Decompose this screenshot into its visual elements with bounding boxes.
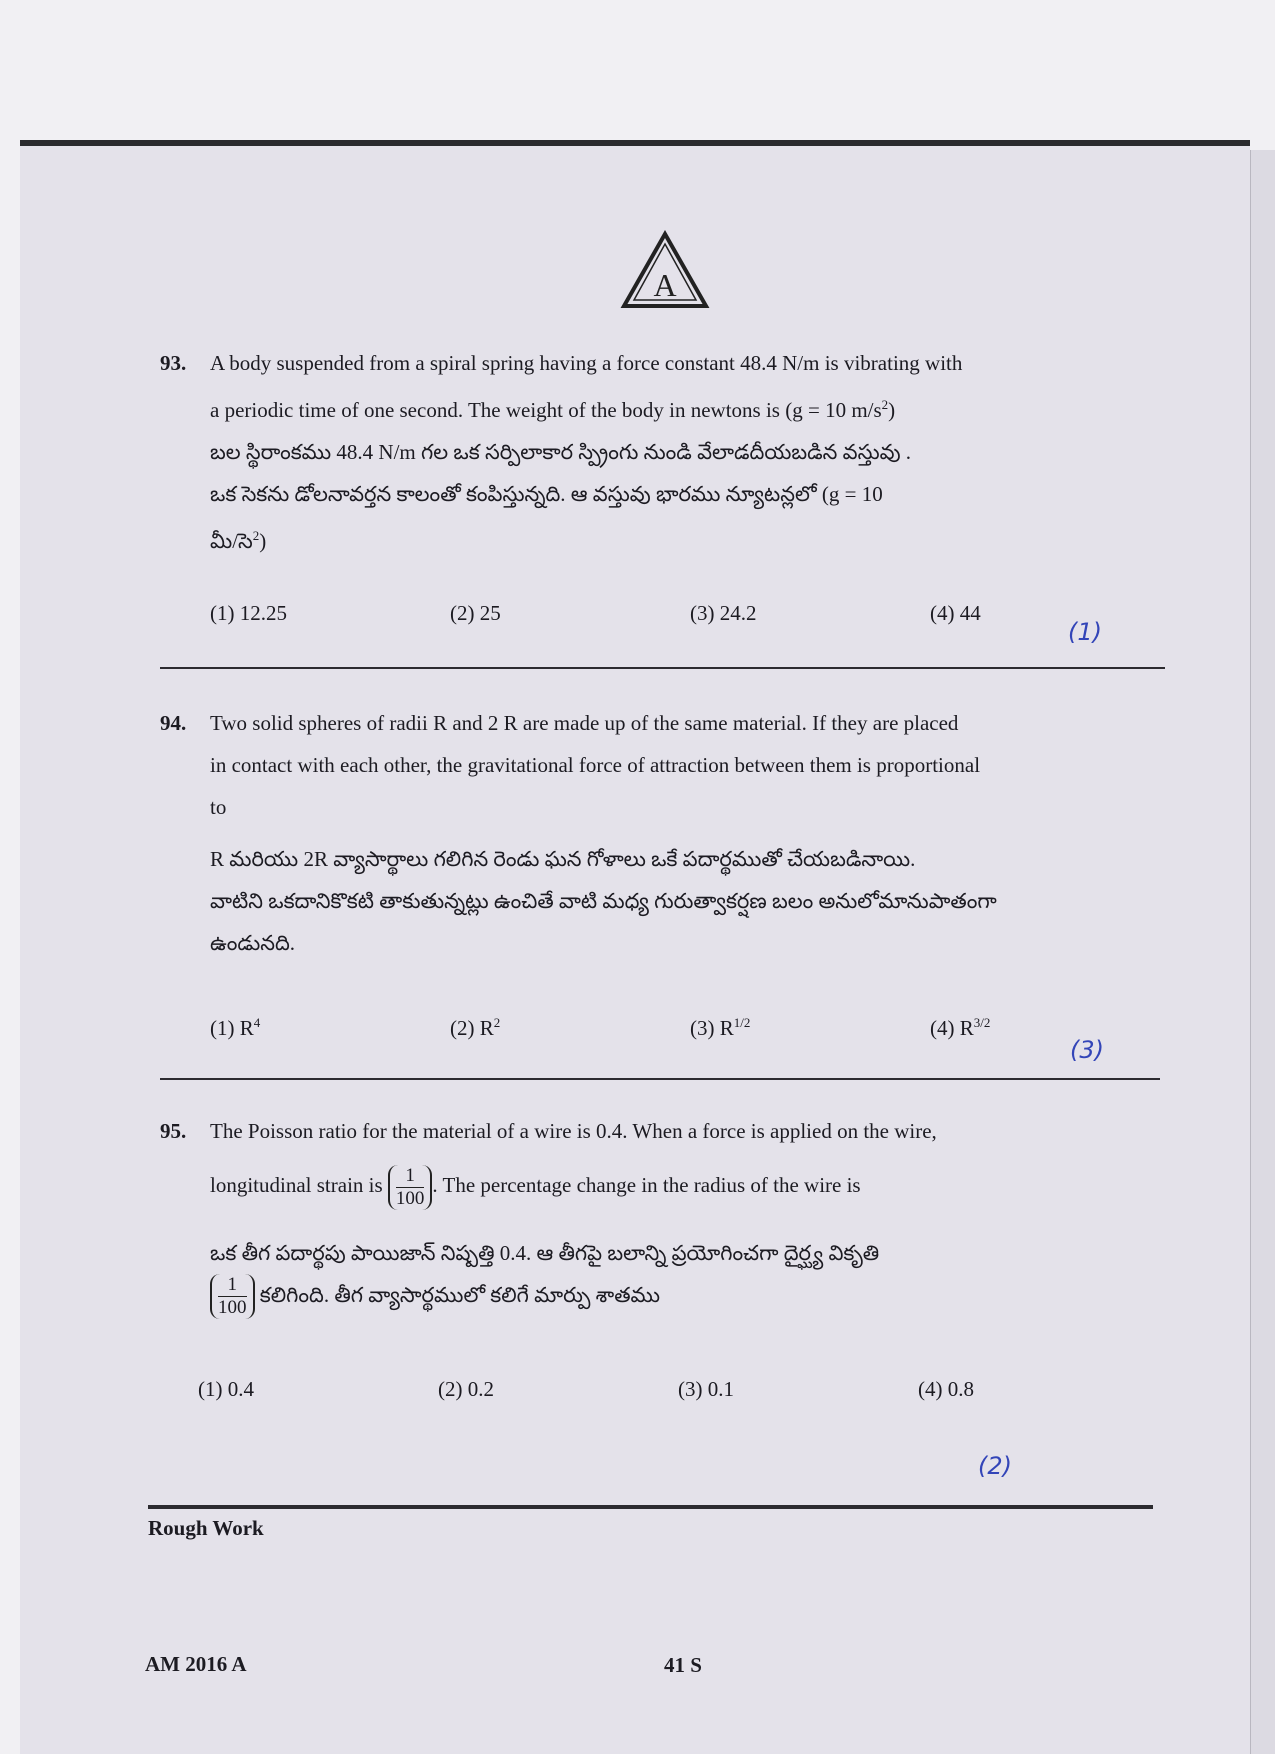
fraction: $\frac{1}{100}$ (388, 1165, 433, 1210)
option-4: (4) $R^{3/2}$ (930, 1015, 991, 1040)
question-94 (160, 702, 1170, 1040)
question-text: The Poisson ratio for the material of a wire is 0.4. When a force is applied on the wire, (210, 1119, 937, 1143)
page-stack-edge (1250, 150, 1275, 1754)
question-text-telugu: మీ/సె$^2$) (210, 528, 267, 553)
question-text-telugu: ఉండునది. (210, 931, 296, 955)
option-1: (1) 0.4 (198, 1377, 254, 1401)
booklet-code: A (653, 267, 677, 303)
option-3: (3) 0.1 (678, 1377, 734, 1401)
question-text: in contact with each other, the gravitational force of attraction between them is proportional (210, 753, 981, 777)
question-text-telugu: వాటిని ఒకదానికొకటి తాకుతున్నట్లు ఉంచితే వాటి మధ్య గురుత్వాకర్షణ బలం అనులోమానుపాతంగా (210, 889, 997, 913)
handwritten-answer: (2) (978, 1452, 1012, 1480)
rough-work-divider (148, 1505, 1153, 1509)
question-number: 93. (160, 351, 187, 375)
answer-options (210, 592, 1170, 634)
question-text: A body suspended from a spiral spring having a force constant 48.4 N/m is vibrating with (210, 351, 963, 375)
divider (160, 667, 1165, 669)
question-number: 95. (160, 1119, 187, 1143)
option-2: (2) 0.2 (438, 1377, 494, 1401)
handwritten-answer: (1) (1068, 618, 1102, 646)
option-3: (3) $R^{1/2}$ (690, 1015, 751, 1040)
divider (160, 1078, 1160, 1080)
booklet-code-triangle-logo (620, 230, 710, 310)
exam-code: AM 2016 A (145, 1652, 247, 1676)
option-1: (1) 12.25 (210, 601, 287, 625)
option-2: (2) 25 (450, 601, 501, 625)
question-text: to (210, 795, 227, 819)
question-text-telugu: $\frac{1}{100}$ కలిగింది. తీగ వ్యాసార్థములో కలిగే మార్పు శాతము (210, 1274, 1170, 1320)
question-text-telugu: R మరియు 2R వ్యాసార్థాలు గలిగిన రెండు ఘన గోళాలు ఒకే పదార్థముతో చేయబడినాయి. (210, 847, 916, 871)
question-text-telugu: ఒక సెకను డోలనావర్తన కాలంతో కంపిస్తున్నది. ఆ వస్తువు భారము న్యూటన్లలో (g = 10 (210, 482, 883, 506)
question-text: longitudinal strain is $\frac{1}{100}$ . The percentage change in the radius of the wire is (210, 1164, 861, 1209)
answer-options (198, 1368, 1158, 1410)
page-number: 41 S (664, 1653, 702, 1677)
handwritten-answer: (3) (1070, 1036, 1104, 1064)
option-4: (4) 0.8 (918, 1377, 974, 1401)
answer-options (210, 1002, 1170, 1049)
fraction: $\frac{1}{100}$ (210, 1274, 255, 1319)
question-text-telugu: బల స్థిరాంకము 48.4 N/m గల ఒక సర్పిలాకార స్ప్రింగు నుండి వేలాడదీయబడిన వస్తువు . (210, 440, 912, 464)
rough-work-label: Rough Work (148, 1516, 264, 1540)
option-4: (4) 44 (930, 601, 981, 625)
option-2: (2) $R^2$ (450, 1015, 501, 1040)
question-95 (160, 1110, 1170, 1401)
question-text: Two solid spheres of radii R and 2 R are made up of the same material. If they are placed (210, 711, 959, 735)
page-top-edge (20, 140, 1250, 146)
option-1: (1) $R^4$ (210, 1015, 261, 1040)
question-text: a periodic time of one second. The weight of the body in newtons is (g = 10 $m/s^2$) (210, 397, 896, 422)
question-number: 94. (160, 711, 187, 735)
question-text-telugu: ఒక తీగ పదార్థపు పాయిజాన్ నిష్పత్తి 0.4. ఆ తీగపై బలాన్ని ప్రయోగించగా దైర్ఘ్య వికృతి (210, 1240, 880, 1265)
option-3: (3) 24.2 (690, 601, 757, 625)
question-93 (160, 342, 1170, 625)
